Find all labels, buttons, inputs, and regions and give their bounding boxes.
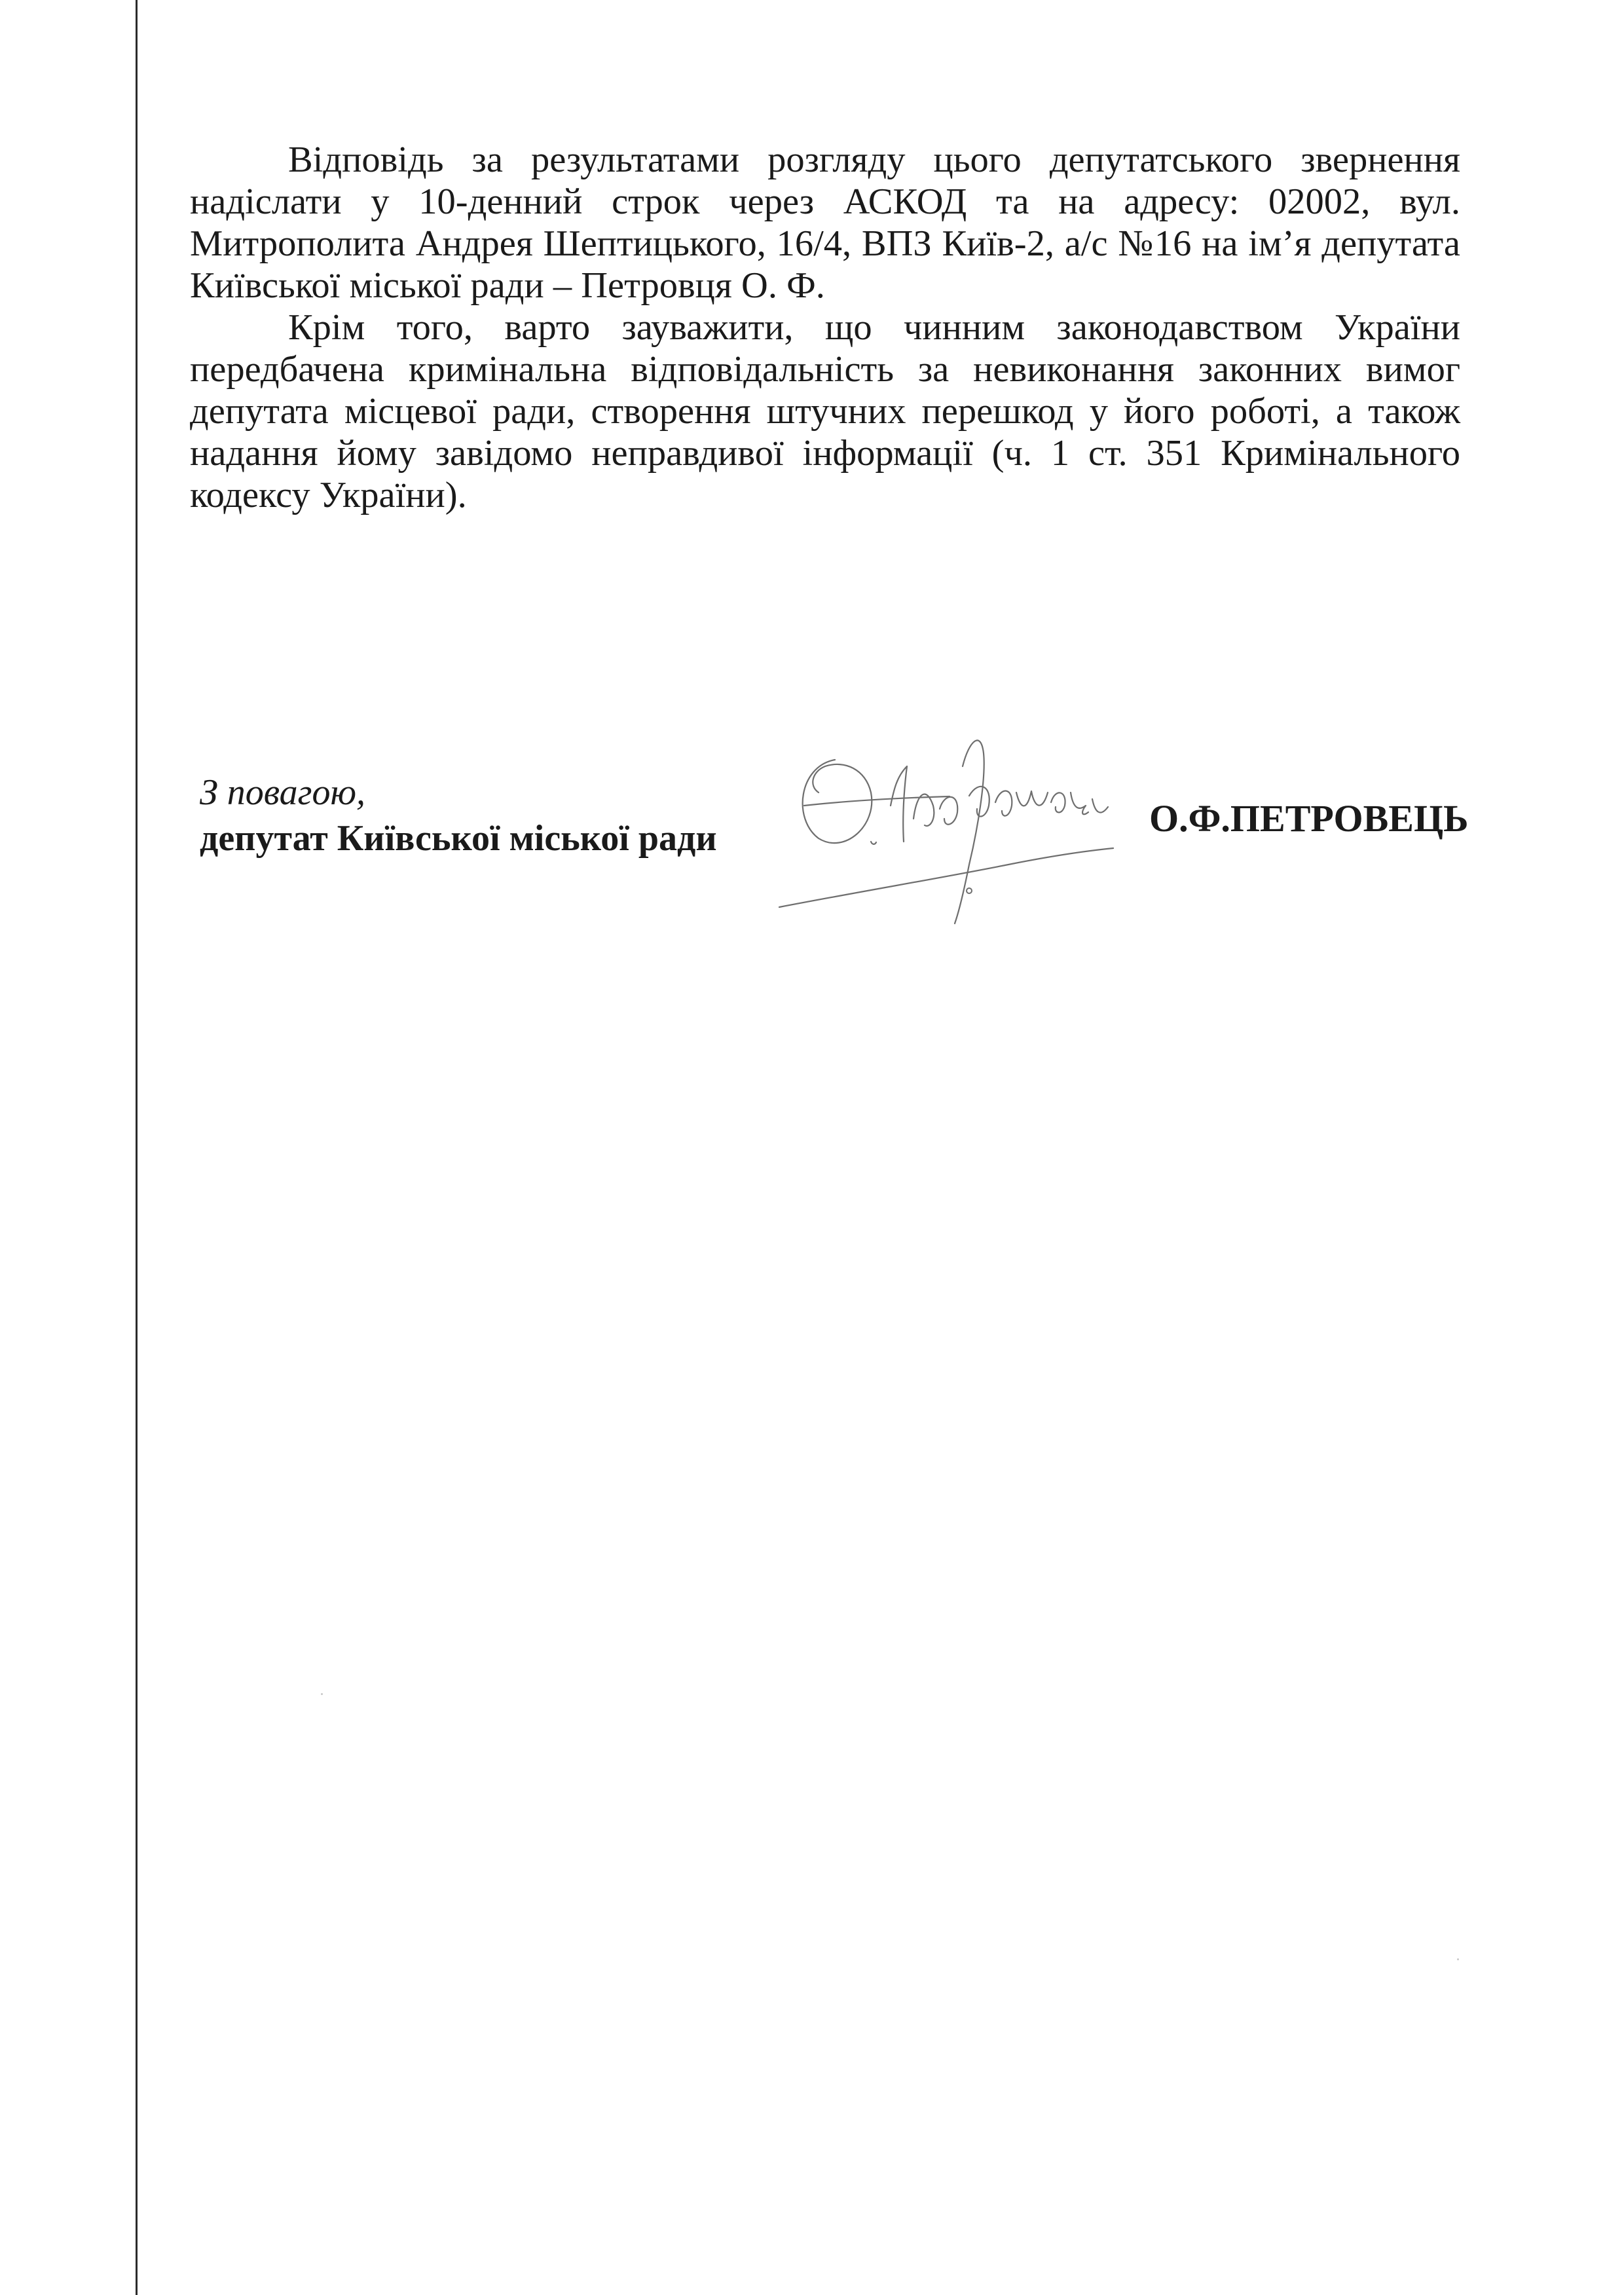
paragraph-liability-notice: Крім того, варто зауважити, що чинним законодавством України передбачена кримінальна відповідальність за невиконання законних вимог депутата місцевої ради, створення штучних перешкод у його роботі, а також надання йому завідомо неправдивої інформації (ч. 1 ст. 351 Кримінального кодексу України). <box>190 307 1460 515</box>
scan-speck <box>321 1693 323 1695</box>
letter-body <box>190 139 1460 516</box>
scan-speck <box>1457 1958 1459 1960</box>
handwritten-signature <box>773 714 1139 930</box>
signer-name: О.Ф.ПЕТРОВЕЦЬ <box>1149 797 1469 840</box>
closing-greeting: З повагою, <box>200 772 365 813</box>
signature-block <box>200 770 717 861</box>
scan-edge-line <box>136 0 138 2295</box>
signer-position: депутат Київської міської ради <box>200 818 717 859</box>
paragraph-response-request: Відповідь за результатами розгляду цього депутатського звернення надіслати у 10-денний строк через АСКОД та на адресу: 02002, вул. Митрополита Андрея Шептицького, 16/4, ВПЗ Київ-2, а/с №16 на ім’я депутата Київської міської ради – Петровця О. Ф. <box>190 140 1460 306</box>
